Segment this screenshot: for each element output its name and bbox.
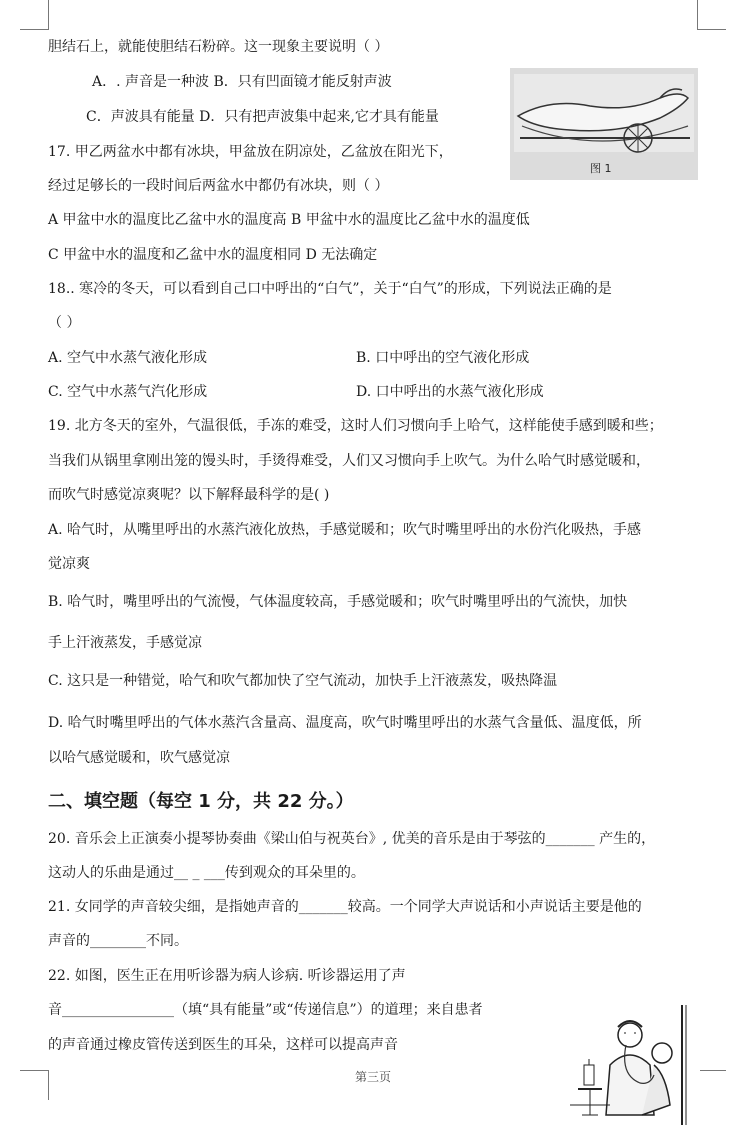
q18-option-a: A. 空气中水蒸气液化形成 xyxy=(48,350,208,366)
crop-mark xyxy=(697,29,726,30)
q19-option-b-line1: B. 哈气时，嘴里呼出的气流慢，气体温度较高，手感觉暖和；吹气时嘴里呼出的气流快，加快 xyxy=(48,594,628,610)
q18-line1: 18.. 寒冷的冬天，可以看到自己口中呼出的“白气”，关于“白气”的形成，下列说法正确的是 xyxy=(48,281,612,297)
q19-line1: 19. 北方冬天的室外，气温很低，手冻的难受，这时人们习惯向手上哈气，这样能使手感到暖和些； xyxy=(48,418,663,434)
crop-mark xyxy=(48,0,49,30)
lithotripsy-illustration xyxy=(510,68,698,180)
q22-line1: 22. 如图，医生正在用听诊器为病人诊病. 听诊器运用了声 xyxy=(48,968,406,984)
q19-line2: 当我们从锅里拿刚出笼的馒头时，手烫得难受，人们又习惯向手上吹气。为什么哈气时感觉暖和， xyxy=(48,453,650,469)
figure-1 xyxy=(510,68,698,180)
q16-options-ab: A．. 声音是一种波 B．只有凹面镜才能反射声波 xyxy=(92,74,392,90)
q21-line1: 21. 女同学的声音较尖细，是指她声音的_______较高。一个同学大声说话和小声说话主要是他的 xyxy=(48,899,642,915)
figure-1-label: 图 1 xyxy=(590,162,612,175)
q21-line2: 声音的________不同。 xyxy=(48,933,188,949)
page-number: 第三页 xyxy=(354,1070,391,1084)
q17-line2: 经过足够长的一段时间后两盆水中都仍有冰块，则（ ） xyxy=(48,178,389,194)
q19-option-a-line1: A. 哈气时，从嘴里呼出的水蒸汽液化放热，手感觉暖和；吹气时嘴里呼出的水份汽化吸热，手感 xyxy=(48,522,642,538)
crop-mark xyxy=(697,0,698,30)
q20-line2: 这动人的乐曲是通过__ _ ___传到观众的耳朵里的。 xyxy=(48,865,365,881)
q19-option-d-line2: 以哈气感觉暖和，吹气感觉凉 xyxy=(48,750,230,766)
q17-options-ab: A 甲盆中水的温度比乙盆中水的温度高 B 甲盆中水的温度比乙盆中水的温度低 xyxy=(48,212,530,228)
q19-option-a-line2: 觉凉爽 xyxy=(48,556,90,572)
q18-option-d: D. 口中呼出的水蒸气液化形成 xyxy=(356,384,544,400)
crop-mark xyxy=(20,29,49,30)
section-heading: 二、填空题（每空 1 分，共 22 分。） xyxy=(48,791,354,812)
q18-option-b: B. 口中呼出的空气液化形成 xyxy=(356,350,530,366)
q20-line1: 20. 音乐会上正演奏小提琴协奏曲《梁山伯与祝英台》, 优美的音乐是由于琴弦的_______ 产生的， xyxy=(48,831,656,847)
q22-line2: 音________________（填“具有能量”或“传递信息”）的道理；来自患者 xyxy=(48,1002,483,1018)
q19-option-c-line1: C. 这只是一种错觉，哈气和吹气都加快了空气流动，加快手上汗液蒸发，吸热降温 xyxy=(48,673,558,689)
doctor-icon xyxy=(570,1005,700,1125)
q19-option-b-line2: 手上汗液蒸发，手感觉凉 xyxy=(48,635,202,651)
q18-option-c: C. 空气中水蒸气汽化形成 xyxy=(48,384,208,400)
q22-line3: 的声音通过橡皮管传送到医生的耳朵，这样可以提高声音 xyxy=(48,1037,398,1053)
q18-line2: （ ） xyxy=(48,315,81,331)
doctor-stethoscope-illustration xyxy=(570,1005,700,1125)
q17-line1: 17. 甲乙两盆水中都有冰块，甲盆放在阴凉处，乙盆放在阳光下， xyxy=(48,144,453,160)
q16-line: 胆结石上，就能使胆结石粉碎。这一现象主要说明（ ） xyxy=(48,39,389,55)
q19-line3: 而吹气时感觉凉爽呢？以下解释最科学的是( ) xyxy=(48,487,330,503)
q19-option-d-line1: D. 哈气时嘴里呼出的气体水蒸汽含量高、温度高，吹气时嘴里呼出的水蒸气含量低、温度低，所 xyxy=(48,715,642,731)
q16-options-cd: C．声波具有能量 D．只有把声波集中起来,它才具有能量 xyxy=(86,109,439,125)
q17-options-cd: C 甲盆中水的温度和乙盆中水的温度相同 D 无法确定 xyxy=(48,247,378,263)
